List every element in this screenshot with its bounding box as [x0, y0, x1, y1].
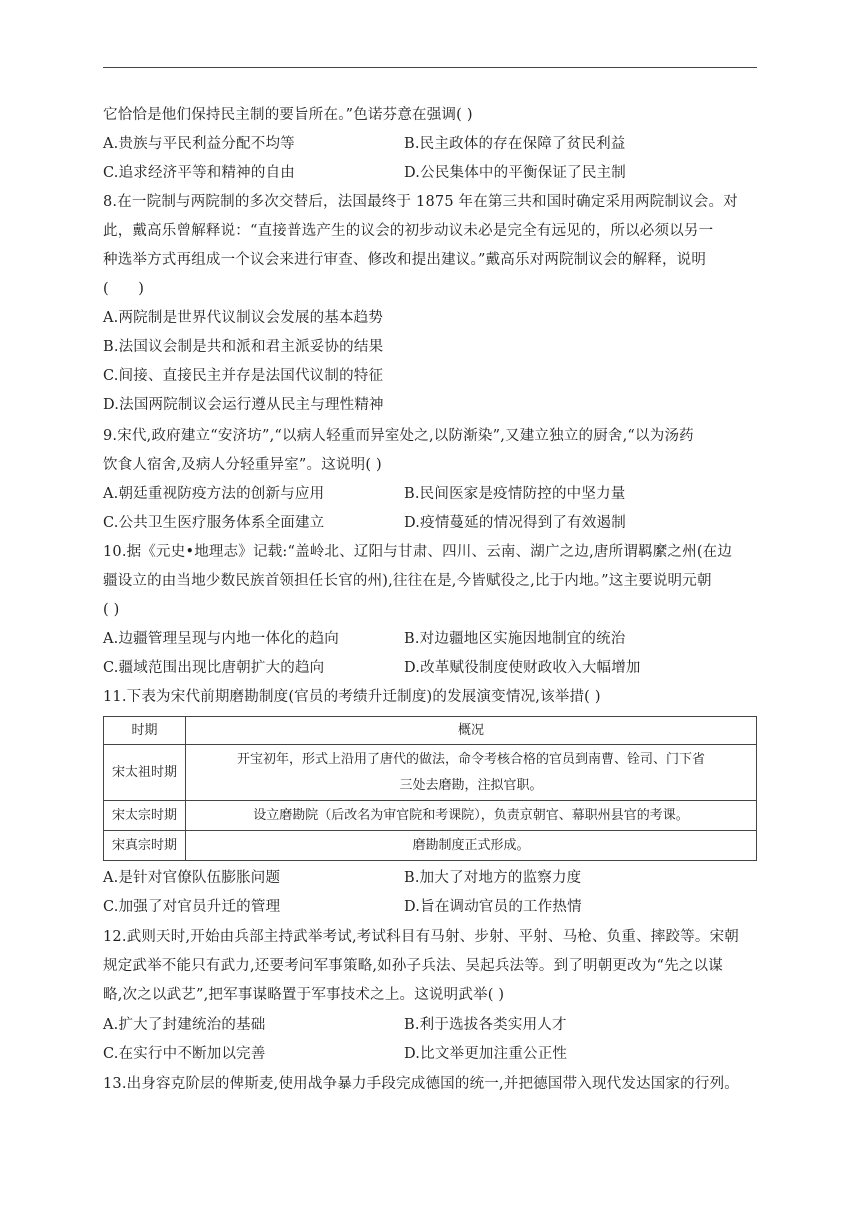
- q11-stem: 11.下表为宋代前期磨勘制度(官员的考绩升迁制度)的发展演变情况,该举措( ): [103, 689, 601, 705]
- q11-option-b: B.加大了对地方的监察力度: [404, 870, 582, 886]
- q12-stem-line-3: 略,次之以武艺”,把军事谋略置于军事技术之上。这说明武举( ): [103, 987, 505, 1003]
- q11-option-c: C.加强了对官员升迁的管理: [103, 899, 281, 915]
- q8-answer-blank: ( ): [103, 281, 145, 297]
- table-cell-period: 宋太祖时期: [104, 745, 186, 801]
- q7-option-a: A.贵族与平民利益分配不均等: [103, 136, 295, 152]
- q8-stem-line-3: 种选举方式再组成一个议会来进行审查、修改和提出建议。”戴高乐对两院制议会的解释，说明: [103, 252, 707, 268]
- table-cell-summary-line: 三处去磨勘，注拟官职。: [399, 777, 543, 793]
- q12-option-a: A.扩大了封建统治的基础: [103, 1017, 266, 1033]
- q10-option-a: A.边疆管理呈现与内地一体化的趋向: [103, 631, 339, 647]
- q7-option-d: D.公民集体中的平衡保证了民主制: [404, 165, 626, 181]
- header-rule: [103, 67, 757, 68]
- table-header-period: 时期: [104, 717, 186, 745]
- q10-option-c: C.疆域范围出现比唐朝扩大的趋向: [103, 660, 325, 676]
- table-cell-period: 宋真宗时期: [104, 831, 186, 861]
- q13-stem-line-1: 13.出身容克阶层的俾斯麦,使用战争暴力手段完成德国的统一,并把德国带入现代发达国家的行列。: [103, 1076, 739, 1092]
- q9-option-d: D.疫情蔓延的情况得到了有效遏制: [404, 515, 626, 531]
- q9-option-c: C.公共卫生医疗服务体系全面建立: [103, 515, 325, 531]
- q12-option-b: B.利于选拔各类实用人才: [404, 1017, 567, 1033]
- q7-option-c: C.追求经济平等和精神的自由: [103, 165, 295, 181]
- q12-option-c: C.在实行中不断加以完善: [103, 1046, 266, 1062]
- table-cell-summary: 磨勘制度正式形成。: [186, 831, 757, 861]
- table-row: [104, 745, 757, 801]
- q9-option-b: B.民间医家是疫情防控的中坚力量: [404, 486, 626, 502]
- q9-option-a: A.朝廷重视防疫方法的创新与应用: [103, 486, 325, 502]
- q12-option-d: D.比文举更加注重公正性: [404, 1046, 568, 1062]
- table-row: [104, 801, 757, 831]
- q10-stem-line-2: 疆设立的由当地少数民族首领担任长官的州),往往在是,今皆赋役之,比于内地。”这主要说明元朝: [103, 573, 712, 589]
- q11-option-d: D.旨在调动官员的工作热情: [404, 899, 582, 915]
- q7-option-b: B.民主政体的存在保障了贫民利益: [404, 136, 626, 152]
- q9-stem-line-1: 9.宋代,政府建立“安济坊”,“以病人轻重而异室处之,以防渐染”,又建立独立的厨舍,“以为汤药: [103, 428, 694, 444]
- q8-option-c: C.间接、直接民主并存是法国代议制的特征: [103, 368, 384, 384]
- q12-stem-line-1: 12.武则天时,开始由兵部主持武举考试,考试科目有马射、步射、平射、马枪、负重、摔跤等。宋朝: [103, 929, 739, 945]
- table-header-summary: 概况: [186, 717, 757, 745]
- q9-stem-line-2: 饮食人宿舍,及病人分轻重异室”。这说明( ): [103, 457, 382, 473]
- mokan-system-table: [103, 716, 757, 861]
- q8-option-b: B.法国议会制是共和派和君主派妥协的结果: [103, 339, 384, 355]
- q8-option-d: D.法国两院制议会运行遵从民主与理性精神: [103, 397, 384, 413]
- q10-option-d: D.改革赋役制度使财政收入大幅增加: [404, 660, 641, 676]
- question-7-stem-end: 它恰恰是他们保持民主制的要旨所在。”色诺芬意在强调( ): [103, 107, 473, 123]
- q8-stem-line-1: 8.在一院制与两院制的多次交替后，法国最终于 1875 年在第三共和国时确定采用两院制议会。对: [103, 194, 738, 210]
- q10-stem-line-1: 10.据《元史•地理志》记载:“盖岭北、辽阳与甘肃、四川、云南、湖广之边,唐所谓羁縻之州(在边: [103, 544, 733, 560]
- q12-stem-line-2: 规定武举不能只有武力,还要考问军事策略,如孙子兵法、吴起兵法等。到了明朝更改为“先之以谋: [103, 958, 723, 974]
- table-cell-summary-line: 开宝初年，形式上沿用了唐代的做法，命令考核合格的官员到南曹、铨司、门下省: [236, 751, 705, 767]
- table-cell-summary: 设立磨勘院（后改名为审官院和考课院），负责京朝官、幕职州县官的考课。: [186, 801, 757, 831]
- q11-option-a: A.是针对官僚队伍膨胀问题: [103, 870, 281, 886]
- table-cell-period: 宋太宗时期: [104, 801, 186, 831]
- table-cell-summary: [186, 745, 757, 801]
- q8-stem-line-2: 此，戴高乐曾解释说：“直接普选产生的议会的初步动议未必是完全有远见的，所以必须以另一: [103, 223, 714, 239]
- table-header-row: [104, 717, 757, 745]
- q8-option-a: A.两院制是世界代议制议会发展的基本趋势: [103, 310, 384, 326]
- q10-answer-blank: ( ): [103, 602, 120, 618]
- table-row: [104, 831, 757, 861]
- q10-option-b: B.对边疆地区实施因地制宜的统治: [404, 631, 626, 647]
